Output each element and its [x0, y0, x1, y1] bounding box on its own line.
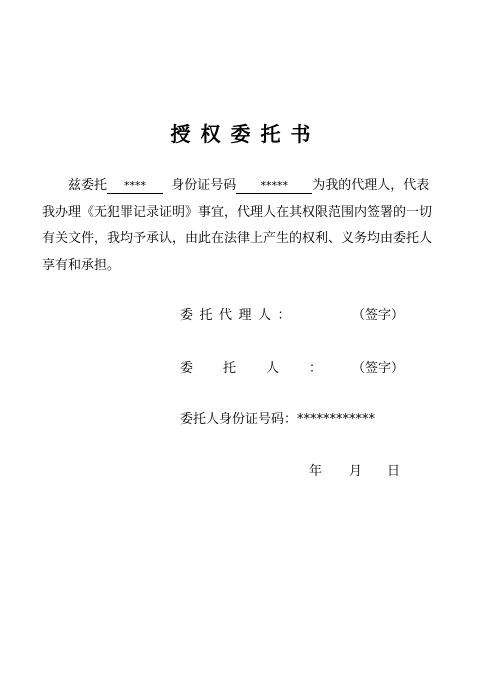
agent-signature-label: 委托代理人：: [180, 308, 298, 323]
id-number-label: 身份证号码: [171, 178, 237, 193]
document-title: 授权委托书: [170, 122, 321, 146]
agent-name-blank: ****: [107, 178, 163, 194]
paragraph-line-2: 我办理《无犯罪记录证明》事宜，代理人在其权限范围内签署的一切: [42, 204, 433, 220]
principal-signature-label: 委托人：: [180, 361, 353, 376]
principal-id-row: [180, 408, 375, 427]
paragraph-line-1: [42, 173, 446, 200]
principal-id-value: ************: [297, 412, 376, 427]
date-month: 月: [349, 464, 363, 479]
line1-end-text: 为我的代理人，代表: [312, 178, 430, 193]
body-paragraph: [42, 173, 446, 279]
agent-id-blank: *****: [236, 178, 312, 194]
date-year: 年: [309, 464, 323, 479]
date-day: 日: [387, 464, 401, 479]
principal-id-label: 委托人身份证号码：: [180, 412, 298, 427]
paragraph-line-3: 有关文件，我均予承认，由此在法律上产生的权利、义务均由委托人: [42, 231, 433, 246]
agent-sign-note: （签字）: [352, 308, 405, 323]
intro-text: 兹委托: [68, 178, 108, 193]
principal-sign-note: （签字）: [352, 361, 405, 376]
paragraph-line-4: 享有和承担。: [42, 257, 121, 273]
